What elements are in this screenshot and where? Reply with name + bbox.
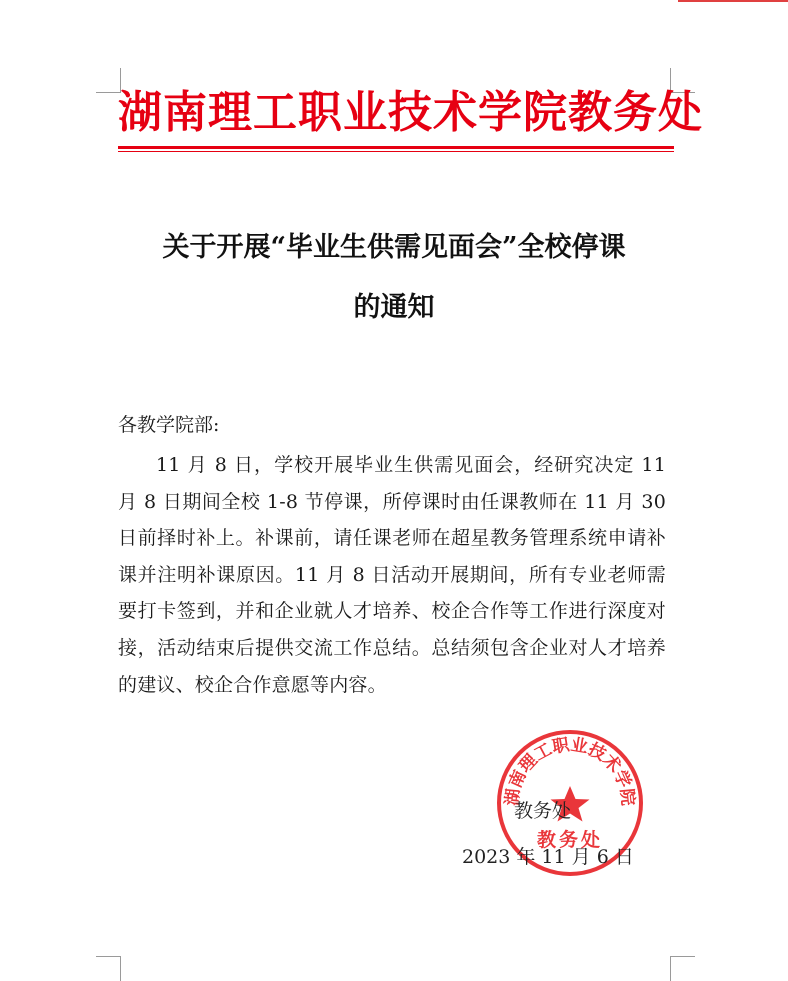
crop-mark-bottom-right <box>670 956 695 981</box>
letterhead-rule-thin <box>118 151 674 152</box>
letterhead-org-name: 湖南理工职业技术学院教务处 <box>118 87 703 138</box>
notice-title-line2: 的通知 <box>353 292 435 323</box>
notice-body: 11 月 8 日，学校开展毕业生供需见面会，经研究决定 11 月 8 日期间全校 1-8 节停课，所停课时由任课教师在 11 月 30 日前择时补上。补课前，请任课老师在超星教务管理系统申请补课并注明补课原因。11 月 8 日活动开展期间，所有专业老师需要打卡签到，并和企业就人才培养、校企合作等工作进行深度对接，活动结束后提供交流工作总结。总结须包含企业对人才培养的建议、校企合作意愿等内容。 <box>118 454 666 696</box>
notice-title-line1: 关于开展“毕业生供需见面会”全校停课 <box>162 232 626 263</box>
issue-date: 2023 年 11 月 6 日 <box>462 846 634 868</box>
signature: 教务处 <box>514 800 572 822</box>
notice-title <box>100 218 688 338</box>
seal-ring-text: 湖南理工职业技术学院 <box>502 735 638 807</box>
letterhead-rule-thick <box>118 146 674 149</box>
top-edge-bar <box>678 0 788 2</box>
crop-mark-bottom-left <box>96 956 121 981</box>
salutation: 各教学院部: <box>118 414 220 436</box>
seal-center-text: 教务处 <box>536 829 604 851</box>
